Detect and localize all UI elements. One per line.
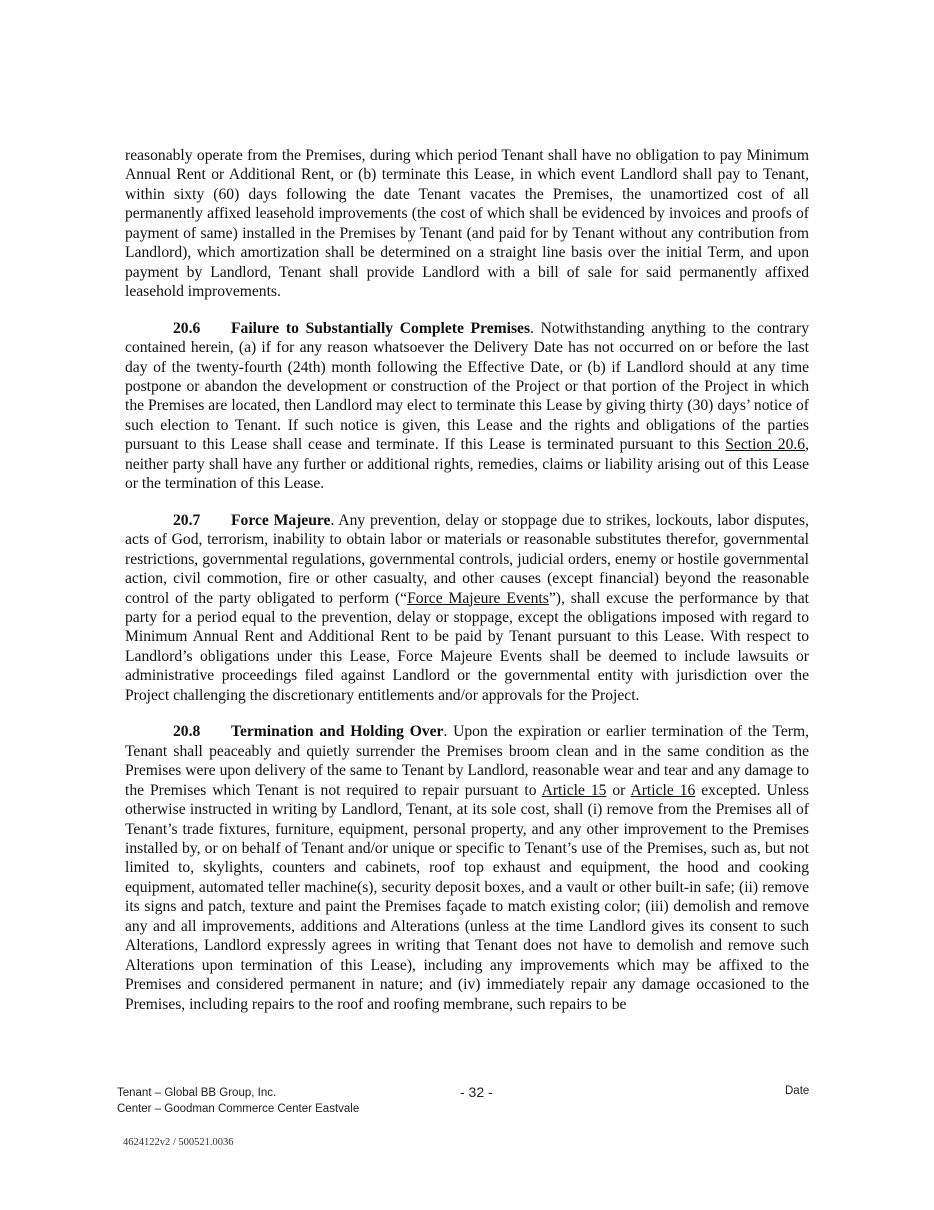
section-text: . Upon the expiration or earlier termination of the Term, Tenant shall peaceably and quietly surrender the Premises broom clean and in the same condition as the Premises were upon delivery of the same to Tenant by Landlord, reasonable wear and tear and any damage to the Premises which Tenant is not required to repair pursuant to	[125, 723, 809, 799]
section-20-7	[125, 511, 809, 706]
section-20-6	[125, 319, 809, 494]
page-number: - 32 -	[460, 1084, 493, 1100]
footer-center: Center – Goodman Commerce Center Eastvale	[117, 1103, 360, 1115]
section-20-8	[125, 722, 809, 1014]
section-text: or	[606, 781, 631, 799]
section-title: Failure to Substantially Complete Premises	[231, 319, 531, 337]
footer-date-label: Date	[785, 1085, 810, 1097]
section-text: ”), shall excuse the performance by that party for a period equal to the prevention, delay or stoppage, except the obligations imposed with regard to Minimum Annual Rent and Additional Rent to be paid by Tenant pursuant to this Lease. With respect to Landlord’s obligations under this Lease, Force Majeure Events shall be deemed to include lawsuits or administrative proceedings filed against Landlord or the governmental entity with jurisdiction over the Project challenging the discretionary entitlements and/or approvals for the Project.	[125, 589, 809, 704]
section-text: excepted. Unless otherwise instructed in writing by Landlord, Tenant, at its sole cost, shall (i) remove from the Premises all of Tenant’s trade fixtures, furniture, equipment, personal property, and any other improvement to the Premises installed by, or on behalf of Tenant and/or unique or specific to Tenant’s use of the Premises, such as, but not limited to, skylights, counters and cabinets, roof top exhaust and equipment, the hood and cooking equipment, automated teller machine(s), security deposit boxes, and a vault or other built-in safe; (ii) remove its signs and patch, texture and paint the Premises façade to match existing color; (iii) demolish and remove any and all improvements, additions and Alterations (unless at the time Landlord gives its consent to such Alterations, Landlord expressly agrees in writing that Tenant does not have to demolish and remove such Alterations upon termination of this Lease), including any improvements which may be affixed to the Premises and considered permanent in nature; and (iv) immediately repair any damage occasioned to the Premises, including repairs to the roof and roofing membrane, such repairs to be	[125, 781, 809, 1013]
section-text: . Notwithstanding anything to the contrary contained herein, (a) if for any reason whatsoever the Delivery Date has not occurred on or before the last day of the twenty-fourth (24th) month following the Effective Date, or (b) if Landlord should at any time postpone or abandon the development or construction of the Project or that portion of the Project in which the Premises are located, then Landlord may elect to terminate this Lease by giving thirty (30) days’ notice of such election to Tenant. If such notice is given, this Lease and the rights and obligations of the parties pursuant to this Lease shall cease and terminate. If this Lease is terminated pursuant to this	[125, 319, 809, 454]
document-body	[125, 146, 809, 1031]
section-reference-link: Section 20.6	[725, 436, 806, 454]
section-text: , neither party shall have any further or additional rights, remedies, claims or liability arising out of this Lease or the termination of this Lease.	[125, 436, 809, 493]
section-number: 20.7	[173, 511, 201, 529]
section-title: Force Majeure	[231, 511, 331, 529]
footer-tenant: Tenant – Global BB Group, Inc.	[117, 1087, 277, 1099]
section-number: 20.8	[173, 723, 201, 741]
section-text: . Any prevention, delay or stoppage due to strikes, lockouts, labor disputes, acts of God, terrorism, inability to obtain labor or materials or reasonable substitutes therefor, governmental restrictions, governmental regulations, governmental controls, judicial orders, enemy or hostile governmental action, civil commotion, fire or other casualty, and other causes (except financial) beyond the reasonable control of the party obligated to perform (“	[125, 511, 809, 607]
defined-term: Force Majeure Events	[407, 589, 549, 607]
paragraph-continuation: reasonably operate from the Premises, during which period Tenant shall have no obligation to pay Minimum Annual Rent or Additional Rent, or (b) terminate this Lease, in which event Landlord shall pay to Tenant, within sixty (60) days following the date Tenant vacates the Premises, the unamortized cost of all permanently affixed leasehold improvements (the cost of which shall be evidenced by invoices and proofs of payment of same) installed in the Premises by Tenant (and paid for by Tenant without any contribution from Landlord), which amortization shall be determined on a straight line basis over the initial Term, and upon payment by Landlord, Tenant shall provide Landlord with a bill of sale for said permanently affixed leasehold improvements.	[125, 147, 809, 301]
article-reference-link: Article 16	[630, 781, 696, 799]
section-number: 20.6	[173, 319, 201, 337]
section-title: Termination and Holding Over	[231, 723, 444, 741]
footer-parties	[117, 1085, 359, 1117]
document-id: 4624122v2 / 500521.0036	[123, 1137, 234, 1148]
article-reference-link: Article 15	[541, 781, 607, 799]
